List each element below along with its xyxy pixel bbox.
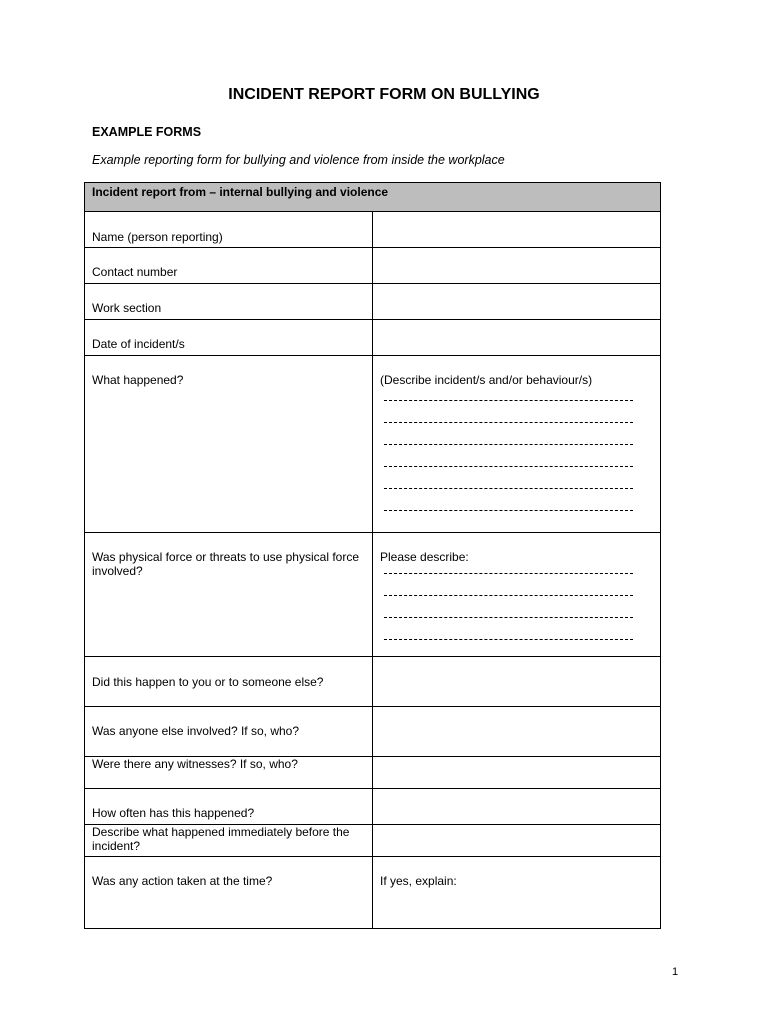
answer-line[interactable] (384, 444, 633, 445)
work-section-field[interactable] (373, 284, 661, 320)
table-row (85, 284, 661, 320)
witnesses-field[interactable] (373, 757, 661, 789)
table-row (85, 825, 661, 857)
date-of-incident-field[interactable] (373, 320, 661, 356)
physical-force-field[interactable] (373, 533, 661, 657)
before-incident-field[interactable] (373, 825, 661, 857)
anyone-else-involved-field[interactable] (373, 707, 661, 757)
what-happened-field[interactable] (373, 356, 661, 533)
answer-line[interactable] (384, 466, 633, 467)
table-row (85, 757, 661, 789)
answer-line[interactable] (384, 595, 633, 596)
field-label: Was any action taken at the time? (85, 857, 373, 929)
page-number: 1 (672, 966, 679, 978)
field-hint: (Describe incident/s and/or behaviour/s) (380, 373, 593, 387)
field-label: Name (person reporting) (85, 212, 373, 248)
table-row (85, 356, 661, 533)
answer-line[interactable] (384, 488, 633, 489)
table-row (85, 248, 661, 284)
table-row (85, 657, 661, 707)
action-taken-field[interactable]: If yes, explain: (373, 857, 661, 929)
answer-line[interactable] (384, 617, 633, 618)
table-row (85, 707, 661, 757)
incident-report-table (84, 182, 661, 929)
field-hint: Please describe: (380, 550, 469, 564)
table-header-row (85, 183, 661, 212)
answer-line[interactable] (384, 639, 633, 640)
field-label: Work section (85, 284, 373, 320)
answer-line[interactable] (384, 400, 633, 401)
field-label: What happened? (85, 356, 373, 533)
table-row (85, 857, 661, 929)
field-label: Date of incident/s (85, 320, 373, 356)
field-label: Was physical force or threats to use physical force involved? (85, 533, 373, 657)
table-row (85, 533, 661, 657)
name-field[interactable] (373, 212, 661, 248)
field-label: How often has this happened? (85, 789, 373, 825)
field-label: Did this happen to you or to someone else? (85, 657, 373, 707)
contact-number-field[interactable] (373, 248, 661, 284)
table-row (85, 212, 661, 248)
field-label: Describe what happened immediately before the incident? (85, 825, 373, 857)
table-row (85, 320, 661, 356)
field-label: Were there any witnesses? If so, who? (85, 757, 373, 789)
field-label: Contact number (85, 248, 373, 284)
intro-text: Example reporting form for bullying and violence from inside the workplace (92, 153, 505, 167)
answer-line[interactable] (384, 510, 633, 511)
table-header: Incident report from – internal bullying and violence (85, 183, 661, 212)
answer-line[interactable] (384, 573, 633, 574)
answer-line[interactable] (384, 422, 633, 423)
how-often-field[interactable] (373, 789, 661, 825)
page-title: INCIDENT REPORT FORM ON BULLYING (228, 86, 540, 103)
section-heading: EXAMPLE FORMS (92, 125, 202, 139)
field-label: Was anyone else involved? If so, who? (85, 707, 373, 757)
you-or-someone-else-field[interactable] (373, 657, 661, 707)
table-row (85, 789, 661, 825)
